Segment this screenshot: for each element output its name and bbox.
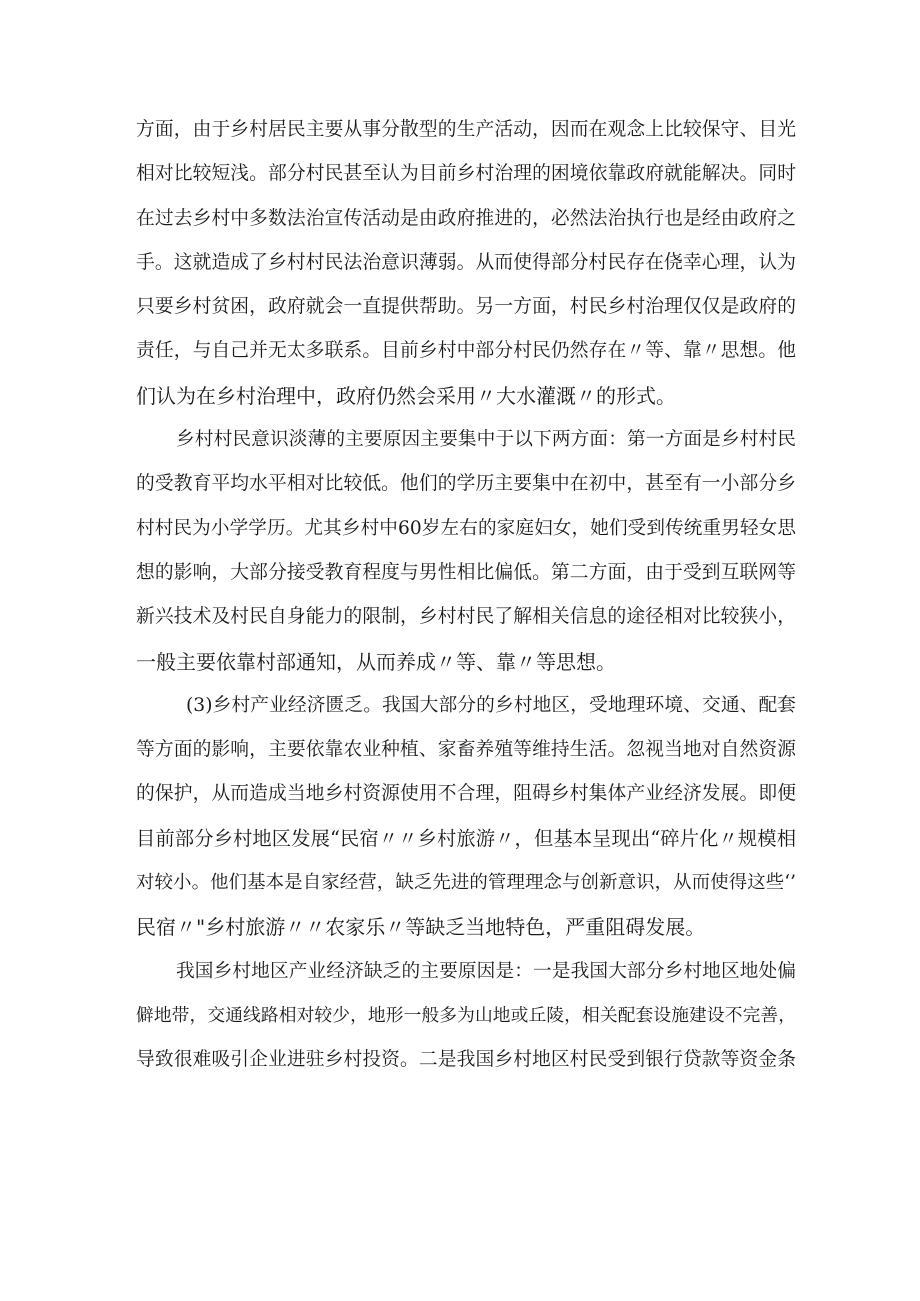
paragraph-line: 一般主要依靠村部通知，从而养成〃等、靠〃等思想。 [136,649,616,674]
paragraph-line: 想的影响，大部分接受教育程度与男性相比偏低。第二方面，由于受到互联网等 [136,561,796,583]
paragraph-line: 的保护，从而造成当地乡村资源使用不合理，阻碍乡村集体产业经济发展。即便 [136,783,796,805]
paragraph-line: 目前部分乡村地区发展“民宿〃〃乡村旅游〃，但基本呈现出“碎片化〃规模相 [136,826,796,850]
paragraph-line: 我国乡村地区产业经济缺乏的主要原因是：一是我国大部分乡村地区地处偏 [176,960,796,982]
paragraph-line: 村村民为小学学历。尤其乡村中60岁左右的家庭妇女，她们受到传统重男轻女思 [136,517,796,539]
paragraph-line: 导致很难吸引企业进驻乡村投资。二是我国乡村地区村民受到银行贷款等资金条 [136,1049,796,1071]
paragraph-line: 新兴技术及村民自身能力的限制，乡村村民了解相关信息的途径相对比较狭小， [136,606,796,628]
paragraph-line: 民宿〃"乡村旅游〃〃农家乐〃等缺乏当地特色，严重阻碍发展。 [136,915,706,940]
paragraph-line: 乡村村民意识淡薄的主要原因主要集中于以下两方面：第一方面是乡村村民 [176,429,796,451]
paragraph-line: (3)乡村产业经济匮乏。我国大部分的乡村地区，受地理环境、交通、配套 [186,694,796,716]
paragraph-line: 僻地带，交通线路相对较少，地形一般多为山地或丘陵，相关配套设施建设不完善， [136,1005,796,1026]
paragraph-line: 方面，由于乡村居民主要从事分散型的生产活动，因而在观念上比较保守、目光 [136,119,796,140]
paragraph-line: 手。这就造成了乡村村民法治意识薄弱。从而使得部分村民存在侥幸心理，认为 [136,251,796,273]
paragraph-line: 对较小。他们基本是自家经营，缺乏先进的管理理念与创新意识，从而使得这些‘’ [136,872,796,894]
paragraph-line: 责任，与自己并无太多联系。目前乡村中部分村民仍然存在〃等、靠〃思想。他 [136,340,796,362]
paragraph-line: 相对比较短浅。部分村民甚至认为目前乡村治理的困境依靠政府就能解决。同时 [136,163,796,185]
paragraph-line: 在过去乡村中多数法治宣传活动是由政府推进的，必然法治执行也是经由政府之 [136,207,796,229]
paragraph-line: 只要乡村贫困，政府就会一直提供帮助。另一方面，村民乡村治理仅仅是政府的 [136,296,796,318]
paragraph-line: 等方面的影响，主要依靠农业种植、家畜养殖等维持生活。忽视当地对自然资源 [136,739,796,761]
paragraph-line: 的受教育平均水平相对比较低。他们的学历主要集中在初中，甚至有一小部分乡 [136,473,796,495]
document-body [136,108,796,1083]
paragraph-line: 们认为在乡村治理中，政府仍然会采用〃大水灌溉〃的形式。 [136,383,676,408]
